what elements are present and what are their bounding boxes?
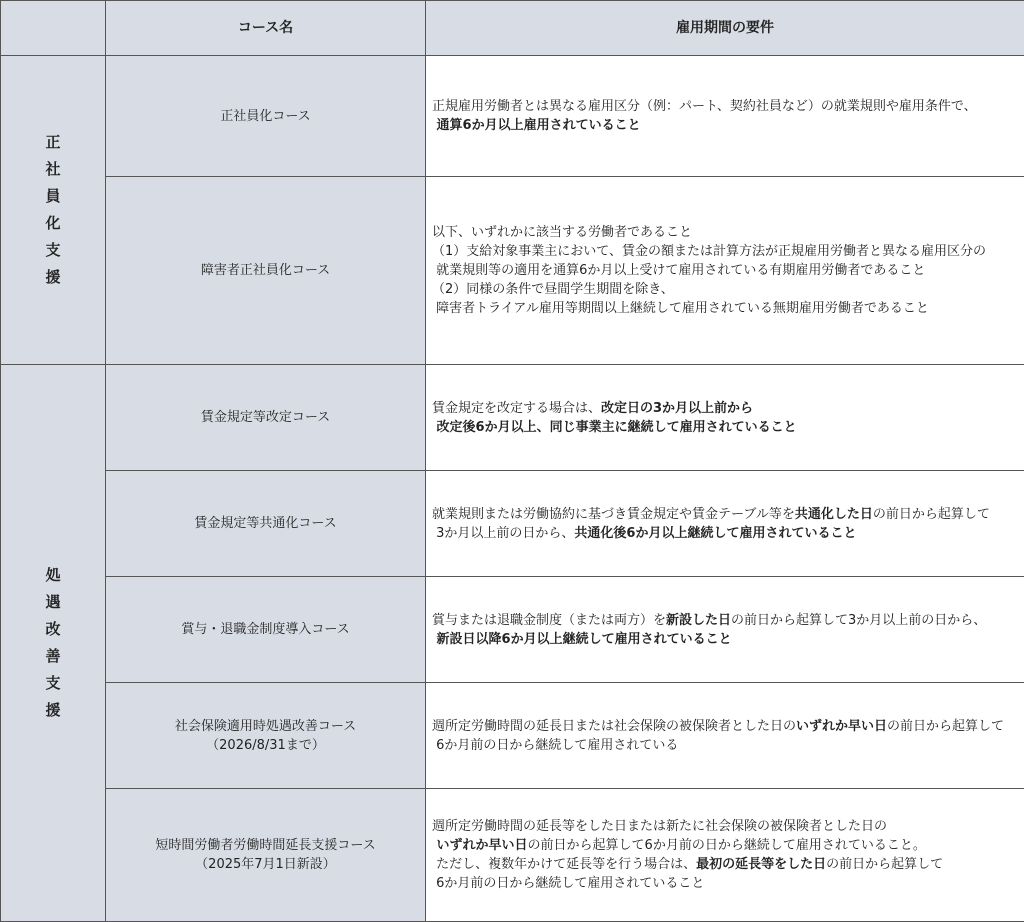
requirement-emphasis: 新設した日 [666, 613, 731, 628]
requirement-line [432, 717, 1018, 736]
requirement-line [432, 399, 1018, 418]
requirement-text: （2）同様の条件で昼間学生期間を除き、 [432, 282, 674, 297]
course-name-line: 短時間労働者労働時間延長支援コース [114, 836, 417, 855]
requirement-text: 障害者トライアル雇用等期間以上継続して雇用されている無期雇用労働者であること [432, 301, 929, 316]
requirement-emphasis: 新設日以降6か月以上継続して雇用されていること [432, 632, 732, 647]
course-name [106, 365, 426, 471]
header-course-name: コース名 [106, 1, 426, 56]
requirement-text: の前日から起算して6か月前の日から継続して雇用されていること。 [528, 838, 926, 853]
requirement-line [432, 299, 1018, 318]
requirement-line [432, 261, 1018, 280]
requirement-text: 就業規則または労働協約に基づき賃金規定や賃金テーブル等を [432, 507, 795, 522]
requirement-line [432, 874, 1018, 893]
category-label: 正社員化支援 [45, 129, 61, 291]
course-name [106, 56, 426, 177]
course-requirement [426, 177, 1024, 365]
header-row [1, 1, 1024, 56]
course-name-line: 障害者正社員化コース [114, 261, 417, 280]
requirement-text: 賃金規定を改定する場合は、 [432, 401, 601, 416]
requirement-text: 正規雇用労働者とは異なる雇用区分（例：パート、契約社員など）の就業規則や雇用条件で、 [432, 99, 977, 114]
requirement-text: 週所定労働時間の延長等をした日または新たに社会保険の被保険者とした日の [432, 819, 887, 834]
course-name-line: （2026/8/31まで） [114, 736, 417, 755]
requirement-line [432, 524, 1018, 543]
table-row [1, 471, 1024, 577]
table-row [1, 177, 1024, 365]
course-requirement [426, 683, 1024, 789]
requirement-emphasis: 改定日の3か月以上前から [601, 401, 753, 416]
course-name-line: 社会保険適用時処遇改善コース [114, 717, 417, 736]
requirement-emphasis: 通算6か月以上雇用されていること [432, 118, 641, 133]
course-name [106, 471, 426, 577]
table-row [1, 789, 1024, 922]
requirement-text: 就業規則等の適用を通算6か月以上受けて雇用されている有期雇用労働者であること [432, 263, 925, 278]
course-name-line: （2025年7月1日新設） [114, 855, 417, 874]
requirement-line [432, 630, 1018, 649]
requirement-line [432, 242, 1018, 261]
course-name-line: 正社員化コース [114, 107, 417, 126]
requirement-line [432, 97, 1018, 116]
requirement-text: の前日から起算して [873, 507, 990, 522]
requirement-text: 6か月前の日から継続して雇用されている [432, 738, 678, 753]
requirement-text: （1）支給対象事業主において、賃金の額または計算方法が正規雇用労働者と異なる雇用区分の [432, 244, 986, 259]
requirement-line [432, 505, 1018, 524]
course-requirement [426, 365, 1024, 471]
requirement-text: の前日から起算して [826, 857, 943, 872]
requirement-line [432, 855, 1018, 874]
table-row [1, 683, 1024, 789]
requirement-text: 週所定労働時間の延長日または社会保険の被保険者とした日の [432, 719, 796, 734]
header-empty [1, 1, 106, 56]
table-row [1, 577, 1024, 683]
requirement-text: ただし、複数年かけて延長等を行う場合は、 [432, 857, 696, 872]
requirement-text: 3か月以上前の日から、 [432, 526, 574, 541]
course-name [106, 683, 426, 789]
requirement-line [432, 223, 1018, 242]
requirement-text: の前日から起算して [887, 719, 1004, 734]
requirement-line [432, 611, 1018, 630]
course-name-line: 賃金規定等共通化コース [114, 514, 417, 533]
table-row [1, 56, 1024, 177]
course-requirement [426, 471, 1024, 577]
requirement-text: 6か月前の日から継続して雇用されていること [432, 876, 704, 891]
requirement-text: 以下、いずれかに該当する労働者であること [432, 225, 692, 240]
category-seishain [1, 56, 106, 365]
course-requirement [426, 577, 1024, 683]
requirement-line [432, 116, 1018, 135]
requirement-line [432, 418, 1018, 437]
requirement-emphasis: 共通化した日 [795, 507, 873, 522]
requirement-line [432, 836, 1018, 855]
category-shogu [1, 365, 106, 922]
course-name [106, 577, 426, 683]
table-row [1, 365, 1024, 471]
requirement-line [432, 817, 1018, 836]
requirement-emphasis: いずれか早い日 [432, 838, 528, 853]
requirement-emphasis: 改定後6か月以上、同じ事業主に継続して雇用されていること [432, 420, 797, 435]
requirement-text: 賞与または退職金制度（または両方）を [432, 613, 666, 628]
course-requirement [426, 789, 1024, 922]
course-name [106, 177, 426, 365]
requirement-line [432, 280, 1018, 299]
course-name [106, 789, 426, 922]
course-name-line: 賞与・退職金制度導入コース [114, 620, 417, 639]
header-requirement: 雇用期間の要件 [426, 1, 1024, 56]
requirement-text: の前日から起算して3か月以上前の日から、 [731, 613, 986, 628]
course-name-line: 賃金規定等改定コース [114, 408, 417, 427]
requirement-emphasis: いずれか早い日 [796, 719, 887, 734]
requirement-emphasis: 最初の延長等をした日 [696, 857, 826, 872]
category-label: 処遇改善支援 [45, 562, 61, 724]
course-requirement [426, 56, 1024, 177]
requirement-emphasis: 共通化後6か月以上継続して雇用されていること [574, 526, 856, 541]
requirement-line [432, 736, 1018, 755]
